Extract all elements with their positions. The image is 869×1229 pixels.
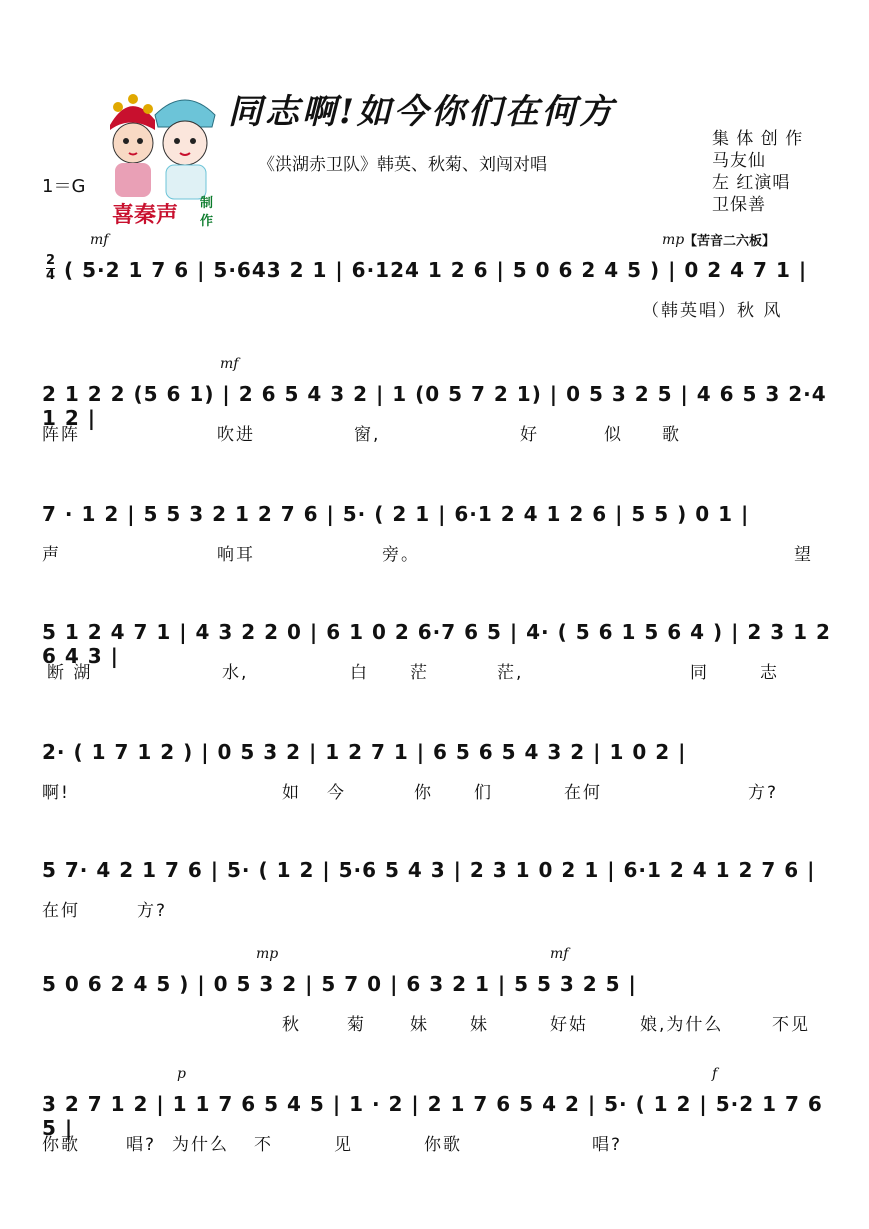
- logo-side-char-1: 制: [200, 196, 214, 211]
- jianpu-notes: ( 5·2 1 7 6 | 5·643 2 1 | 6·124 1 2 6 | 5 0 6 2 4 5 ) | 0 2 4 7 1 |: [64, 258, 808, 282]
- notation-line-5: [42, 730, 842, 774]
- lyric-text: 们: [474, 783, 493, 803]
- lyric-text: 响耳: [217, 545, 255, 565]
- lyric-text: 菊: [347, 1015, 366, 1035]
- notation-line-4: [42, 610, 842, 668]
- lyric-text: 不见: [772, 1015, 810, 1035]
- key-signature: 1＝G: [42, 176, 86, 197]
- notation-line-8: [42, 1066, 842, 1140]
- logo-side-char-2: 作: [200, 214, 214, 229]
- lyric-text: 似: [604, 425, 623, 445]
- credit-line-3: 左 红演唱: [712, 173, 791, 193]
- lyric-text: 不: [254, 1135, 273, 1155]
- dynamic-mark: mp: [662, 232, 685, 248]
- lyric-text: 旁。: [382, 545, 420, 565]
- dynamic-mark: mf: [550, 946, 569, 962]
- lyric-text: 断 湖: [47, 663, 93, 683]
- lyric-text: 今: [327, 783, 346, 803]
- lyric-text: 同: [690, 663, 709, 683]
- lyric-text: 在何: [42, 901, 80, 921]
- lyric-text: 茫: [410, 663, 429, 683]
- lyric-text: 你: [414, 783, 433, 803]
- dynamic-mark: mf: [90, 232, 109, 248]
- lyric-text: 望: [794, 545, 813, 565]
- notation-line-1: [42, 232, 842, 292]
- lyric-text: 如: [282, 783, 301, 803]
- lyric-text: 你歌: [424, 1135, 462, 1155]
- lyric-text: 为什么: [172, 1135, 229, 1155]
- time-signature-digit: 4: [46, 268, 56, 283]
- lyric-text: 唱?: [592, 1135, 623, 1155]
- dynamic-mark: mf: [220, 356, 239, 372]
- lyric-text: 声: [42, 545, 61, 565]
- jianpu-notes: 2 1 2 2 (5 6 1) | 2 6 5 4 3 2 | 1 (0 5 7 2 1) | 0 5 3 2 5 | 4 6 5 3 2·4 1 2 |: [42, 382, 827, 430]
- lyric-text: 吹进: [217, 425, 255, 445]
- logo-text: 喜秦声: [112, 202, 179, 228]
- jianpu-notes: 5 7· 4 2 1 7 6 | 5· ( 1 2 | 5·6 5 4 3 | 2 3 1 0 2 1 | 6·1 2 4 1 2 7 6 |: [42, 858, 816, 882]
- lyric-text: 娘,为什么: [640, 1015, 724, 1035]
- time-signature-digit: 2: [46, 253, 56, 268]
- notation-line-6: [42, 848, 842, 892]
- credit-line-4: 卫保善: [712, 195, 766, 215]
- jianpu-notes: 5 1 2 4 7 1 | 4 3 2 2 0 | 6 1 0 2 6·7 6 5 | 4· ( 5 6 1 5 6 4 ) | 2 3 1 2 6 4 3 |: [42, 620, 831, 668]
- song-subtitle: 《洪湖赤卫队》韩英、秋菊、刘闯对唱: [258, 155, 547, 175]
- section-tag: 【苦音二六板】: [684, 234, 776, 249]
- credit-line-1: 集 体 创 作: [712, 129, 804, 149]
- dynamic-mark: mp: [256, 946, 279, 962]
- jianpu-notes: 7 · 1 2 | 5 5 3 2 1 2 7 6 | 5· ( 2 1 | 6·1 2 4 1 2 6 | 5 5 ) 0 1 |: [42, 502, 750, 526]
- lyric-text: 方?: [748, 783, 779, 803]
- credit-line-2: 马友仙: [712, 151, 766, 171]
- time-signature: [46, 254, 55, 283]
- jianpu-notes: 3 2 7 1 2 | 1 1 7 6 5 4 5 | 1 · 2 | 2 1 7 6 5 4 2 | 5· ( 1 2 | 5·2 1 7 6 5 |: [42, 1092, 823, 1140]
- lyric-text: 妹: [410, 1015, 429, 1035]
- lyric-text: （韩英唱）秋 风: [642, 301, 783, 321]
- dynamic-mark: p: [177, 1066, 186, 1082]
- lyric-text: 你歌: [42, 1135, 80, 1155]
- jianpu-notes: 5 0 6 2 4 5 ) | 0 5 3 2 | 5 7 0 | 6 3 2 1 | 5 5 3 2 5 |: [42, 972, 637, 996]
- lyric-text: 妹: [470, 1015, 489, 1035]
- female-opera-figure-icon: [110, 94, 155, 197]
- notation-line-7: [42, 946, 842, 1006]
- lyric-text: 啊!: [42, 783, 70, 803]
- notation-line-2: [42, 356, 842, 430]
- lyric-text: 好姑: [550, 1015, 588, 1035]
- lyric-text: 阵阵: [42, 425, 80, 445]
- lyric-text: 秋: [282, 1015, 301, 1035]
- notation-line-3: [42, 492, 842, 536]
- lyric-text: 见: [334, 1135, 353, 1155]
- lyric-text: 歌: [662, 425, 681, 445]
- jianpu-notes: 2· ( 1 7 1 2 ) | 0 5 3 2 | 1 2 7 1 | 6 5 6 5 4 3 2 | 1 0 2 |: [42, 740, 687, 764]
- lyric-text: 水,: [222, 663, 249, 683]
- lyric-text: 窗,: [354, 425, 381, 445]
- lyric-text: 志: [760, 663, 779, 683]
- song-title: 同志啊!如今你们在何方: [228, 92, 616, 132]
- lyric-text: 茫,: [497, 663, 524, 683]
- lyric-text: 在何: [564, 783, 602, 803]
- lyric-text: 好: [520, 425, 539, 445]
- lyric-text: 白: [350, 663, 369, 683]
- male-opera-figure-icon: [155, 100, 215, 199]
- dynamic-mark: f: [712, 1066, 718, 1082]
- lyric-text: 方?: [137, 901, 168, 921]
- lyric-text: 唱?: [126, 1135, 157, 1155]
